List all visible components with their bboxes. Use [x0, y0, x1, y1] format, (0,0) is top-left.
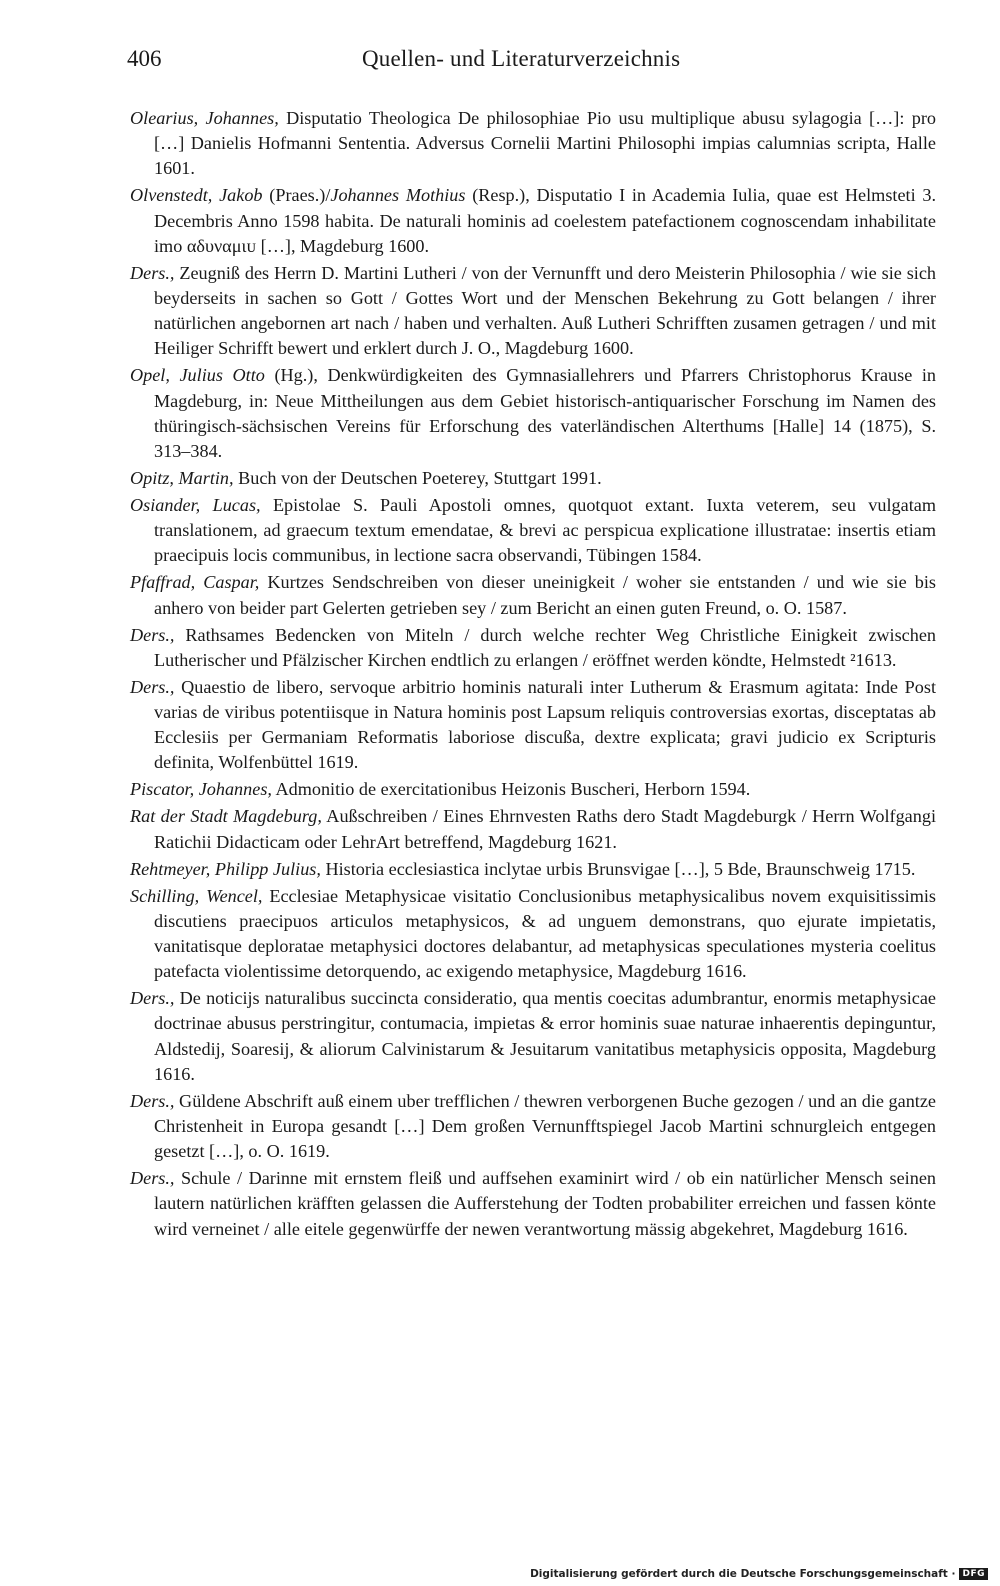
- running-head: Quellen- und Literaturverzeichnis: [362, 46, 681, 71]
- entry-author: Opitz, Martin,: [130, 468, 234, 489]
- bibliography-entry: [130, 675, 936, 776]
- entry-author: Pfaffrad, Caspar,: [130, 572, 260, 593]
- entry-text: Quaestio de libero, servoque arbitrio hominis naturali inter Lutherum & Erasmum agitata: Inde Post varias de viribus potentiisque in Natura hominis post Lapsum reliquis controversias exortas, disceptatas ab Ecclesiis per Germaniam Reformatis laboriose discußa, dextre explicata; gravi judicio ex Scripturis definita, Wolfenbüttel 1619.: [154, 676, 936, 773]
- entry-text: Disputatio Theologica De philosophiae Pio usu multiplique abusu sylagogia […]: pro […] Danielis Hofmanni Sententia. Adversus Cornelii Martini Philosophi impias calumnias scripta, Halle 1601.: [154, 108, 936, 179]
- bibliography-entry: [130, 466, 936, 491]
- bibliography-entry: [130, 623, 936, 673]
- entry-text: Ecclesiae Metaphysicae visitatio Conclusionibus metaphysicalibus novem exquisitissimis discutiens praecipuos articulos metaphysicos, & ad unguem demonstrans, quo ejurate impietatis, vanitatisque deploratae metaphysici doctores delabantur, ad metaphysicas speculationes mysteria coelitus patefacta violentissime detorquendo, ac exigendo metaphysice, Magdeburg 1616.: [154, 885, 936, 982]
- entry-text: Zeugniß des Herrn D. Martini Lutheri / von der Vernunfft und dero Meisterin Philosophia / wie sie sich beyderseits in sachen so Gott / Gottes Wort und der Menschen Bekehrung zu Gott belangen / ihrer natürlichen angebornen art nach / haben und verhalten. Auß Lutheri Schrifften zusamen getragen / und mit Heiliger Schrifft bewert und erklert durch J. O., Magdeburg 1600.: [154, 262, 936, 359]
- entry-author: Ders.,: [130, 624, 175, 645]
- entry-author: Olvenstedt, Jakob: [130, 185, 263, 206]
- bibliography-entry: [130, 106, 936, 182]
- entry-text: Rathsames Bedencken von Miteln / durch welche rechter Weg Christliche Einigkeit zwischen Lutherischer und Pfälzischer Kirchen endtlich zu erlangen / eröffnet werden köndte, Helmstedt ²1613.: [154, 624, 936, 670]
- entry-text: Historia ecclesiastica inclytae urbis Brunsvigae […], 5 Bde, Braunschweig 1715.: [320, 858, 916, 879]
- entry-author: Johannes Mothius: [330, 185, 466, 206]
- entry-author: Osiander, Lucas,: [130, 495, 261, 516]
- bibliography-entry: [130, 804, 936, 854]
- entry-author: Schilling, Wencel,: [130, 885, 263, 906]
- bibliography-entry: [130, 261, 936, 362]
- entry-author: Ders.,: [130, 988, 175, 1009]
- digitization-footer: [530, 1568, 988, 1580]
- entry-author: Rat der Stadt Magdeburg,: [130, 806, 322, 827]
- bibliography-entry: [130, 1166, 936, 1242]
- entry-text: (Praes.)/: [262, 185, 331, 206]
- entry-author: Rehtmeyer, Philipp Julius,: [130, 858, 321, 879]
- entry-author: Ders.,: [130, 1168, 175, 1189]
- entry-text: Buch von der Deutschen Poeterey, Stuttgart 1991.: [233, 468, 602, 489]
- bibliography-list: [130, 106, 936, 1244]
- dfg-logo-icon: DFG: [959, 1568, 988, 1580]
- bibliography-entry: [130, 183, 936, 259]
- bibliography-entry: [130, 493, 936, 569]
- entry-author: Piscator, Johannes,: [130, 779, 272, 800]
- bibliography-entry: [130, 1089, 936, 1165]
- entry-text: (Resp.), Disputatio I in Academia Iulia, quae est Helmsteti 3. Decembris Anno 1598 habita. De naturali hominis ad coelestem patefactionem cognoscendam inhabilitate imo αδυναμιᴜ […], Magdeburg 1600.: [154, 185, 937, 256]
- page-header: [127, 46, 937, 80]
- entry-author: Ders.,: [130, 1090, 175, 1111]
- bibliography-entry: [130, 777, 936, 802]
- entry-text: Admonitio de exercitationibus Heizonis Buscheri, Herborn 1594.: [271, 779, 751, 800]
- footer-text: Digitalisierung gefördert durch die Deutsche Forschungsgemeinschaft ·: [530, 1568, 956, 1580]
- entry-author: Ders.,: [130, 262, 175, 283]
- entry-text: Güldene Abschrift auß einem uber trefflichen / thewren verborgenen Buche gezogen / und an die gantze Christenheit in Europa gesandt […] Dem großen Vernunfftspiegel Jacob Martini schnurgleich entgegen gesetzt […], o. O. 1619.: [154, 1090, 936, 1162]
- entry-text: Außschreiben / Eines Ehrnvesten Raths dero Stadt Magdeburgk / Herrn Wolfgangi Ratichii Didacticam oder LehrArt betreffend, Magdeburg 1621.: [154, 806, 936, 852]
- entry-text: Epistolae S. Pauli Apostoli omnes, quotquot extant. Iuxta veterem, seu vulgatam translationem, ad graecum textum emendatae, & brevi ac perspicua explicatione illustratae: insertis etiam praecipuis locis communibus, in lectione sacra observandi, Tübingen 1584.: [154, 495, 936, 566]
- entry-text: De noticijs naturalibus succincta consideratio, qua mentis coecitas adumbrantur, enormis metaphysicae doctrinae abusus perstringitur, contumacia, impietas & error hominis suae naturae inhaerentis depinguntur, Aldstedij, Soaresij, & aliorum Calvinistarum & Jesuitarum vanitatibus metaphysicis opposita, Magdeburg 1616.: [154, 988, 936, 1084]
- entry-author: Ders.,: [130, 676, 175, 697]
- bibliography-entry: [130, 570, 936, 620]
- entry-author: Opel, Julius Otto: [130, 365, 265, 386]
- bibliography-entry: [130, 884, 936, 985]
- entry-text: Kurtzes Sendschreiben von dieser uneinigkeit / woher sie entstanden / und wie sie bis anhero von beider part Gelerten getrieben sey / zum Bericht an einen guten Freund, o. O. 1587.: [154, 572, 936, 618]
- entry-text: (Hg.), Denkwürdigkeiten des Gymnasiallehrers und Pfarrers Christophorus Krause in Magdeburg, in: Neue Mittheilungen aus dem Gebiet historisch-antiquarischer Forschung im Namen des thüringisch-sächsischen Vereins für Erforschung des vaterländischen Alterthums [Halle] 14 (1875), S. 313–384.: [154, 365, 936, 462]
- bibliography-entry: [130, 986, 936, 1087]
- page-number: 406: [127, 46, 162, 71]
- entry-text: Schule / Darinne mit ernstem fleiß und auffsehen examinirt wird / ob ein natürlicher Mensch seinen lautern natürlichen kräfften gelassen die Aufferstehung der Todten probabiliter erreichen und fassen könte wird verneinet / alle eitele gegenwürffe der newen verantwortung mässig abgekehret, Magdeburg 1616.: [154, 1168, 936, 1239]
- entry-author: Olearius, Johannes,: [130, 108, 279, 128]
- bibliography-entry: [130, 363, 936, 464]
- bibliography-entry: [130, 857, 936, 882]
